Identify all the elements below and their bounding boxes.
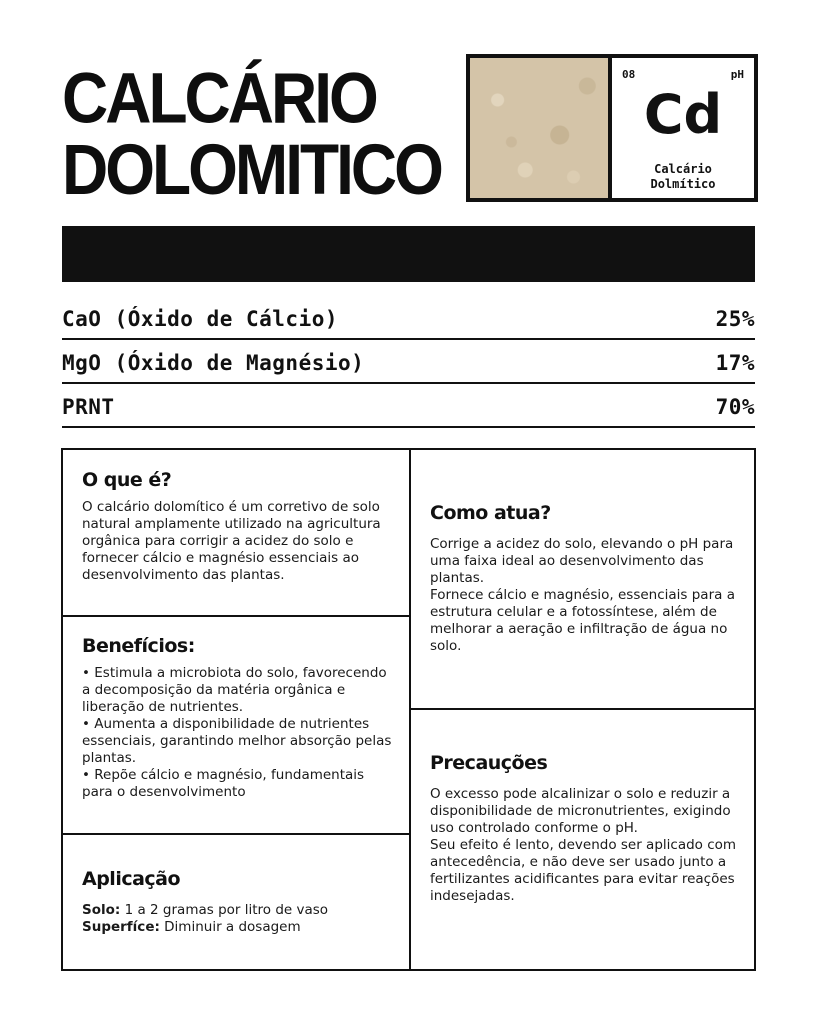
page-title	[62, 57, 441, 210]
section-text	[430, 536, 745, 655]
section-title: Benefícios:	[82, 635, 195, 657]
composition-table	[62, 296, 755, 428]
periodic-element-tile	[612, 58, 754, 198]
grid-divider-left-1	[63, 615, 409, 617]
surface-text: Diminuir a dosagem	[159, 919, 301, 935]
section-title: Aplicação	[82, 868, 181, 890]
element-ph-label: pH	[730, 68, 744, 81]
element-symbol: Cd	[643, 83, 723, 146]
application-text	[82, 902, 392, 936]
paragraph: Fornece cálcio e magnésio, essenciais para a estrutura celular e a fotossíntese, além de melhorar a aeração e infiltração de água no solo.	[430, 587, 735, 654]
element-name	[612, 162, 754, 192]
paragraph: O excesso pode alcalinizar o solo e reduzir a disponibilidade de micronutrientes, exigindo uso controlado conforme o pH.	[430, 786, 731, 836]
section-benefits	[82, 635, 392, 801]
stat-label: MgO (Óxido de Magnésio)	[62, 351, 365, 375]
element-name-line-2: Dolmítico	[650, 177, 716, 191]
benefits-list	[82, 665, 392, 801]
stat-label: PRNT	[62, 395, 115, 419]
list-item: • Repõe cálcio e magnésio, fundamentais para o desenvolvimento	[82, 767, 365, 800]
black-banner	[62, 226, 755, 282]
list-item: • Estimula a microbiota do solo, favorecendo a decomposição da matéria orgânica e liberação de nutrientes.	[82, 665, 387, 715]
stat-row-cao	[62, 296, 755, 340]
element-number: 08	[622, 68, 636, 81]
soil-label: Solo:	[82, 902, 121, 918]
element-badge	[466, 54, 758, 202]
stat-row-prnt	[62, 384, 755, 428]
grid-divider-left-2	[63, 833, 409, 835]
stat-row-mgo	[62, 340, 755, 384]
section-text: O calcário dolomítico é um corretivo de solo natural amplamente utilizado na agricultura orgânica para corrigir a acidez do solo e fornecer cálcio e magnésio essenciais ao desenvolvimento das plantas.	[82, 499, 381, 583]
application-soil	[82, 902, 392, 919]
title-line-2: DOLOMITICO	[62, 129, 441, 210]
section-how-it-works	[430, 502, 745, 655]
paragraph: Corrige a acidez do solo, elevando o pH para uma faixa ideal ao desenvolvimento das plantas.	[430, 536, 734, 586]
section-title: O que é?	[82, 469, 172, 491]
section-text	[430, 786, 745, 905]
stat-value: 70%	[715, 395, 755, 419]
paragraph: Seu efeito é lento, devendo ser aplicado com antecedência, e não deve ser usado junto a fertilizantes acidificantes para evitar reações indesejadas.	[430, 837, 737, 904]
element-name-line-1: Calcário	[654, 162, 712, 176]
list-item: • Aumenta a disponibilidade de nutrientes essenciais, garantindo melhor absorção pelas plantas.	[82, 716, 392, 766]
title-line-1: CALCÁRIO	[62, 57, 376, 139]
grid-divider-right	[411, 708, 754, 710]
section-application	[82, 868, 392, 936]
stat-value: 25%	[715, 307, 755, 331]
section-title: Como atua?	[430, 502, 551, 524]
section-precautions	[430, 752, 745, 905]
section-title: Precauções	[430, 752, 548, 774]
stat-label: CaO (Óxido de Cálcio)	[62, 307, 339, 331]
soil-text: 1 a 2 gramas por litro de vaso	[120, 902, 329, 918]
limestone-powder-image	[470, 58, 608, 198]
application-surface	[82, 919, 392, 936]
surface-label: Superfíce:	[82, 919, 160, 935]
info-grid	[61, 448, 756, 971]
stat-value: 17%	[715, 351, 755, 375]
section-what-is	[82, 469, 392, 584]
